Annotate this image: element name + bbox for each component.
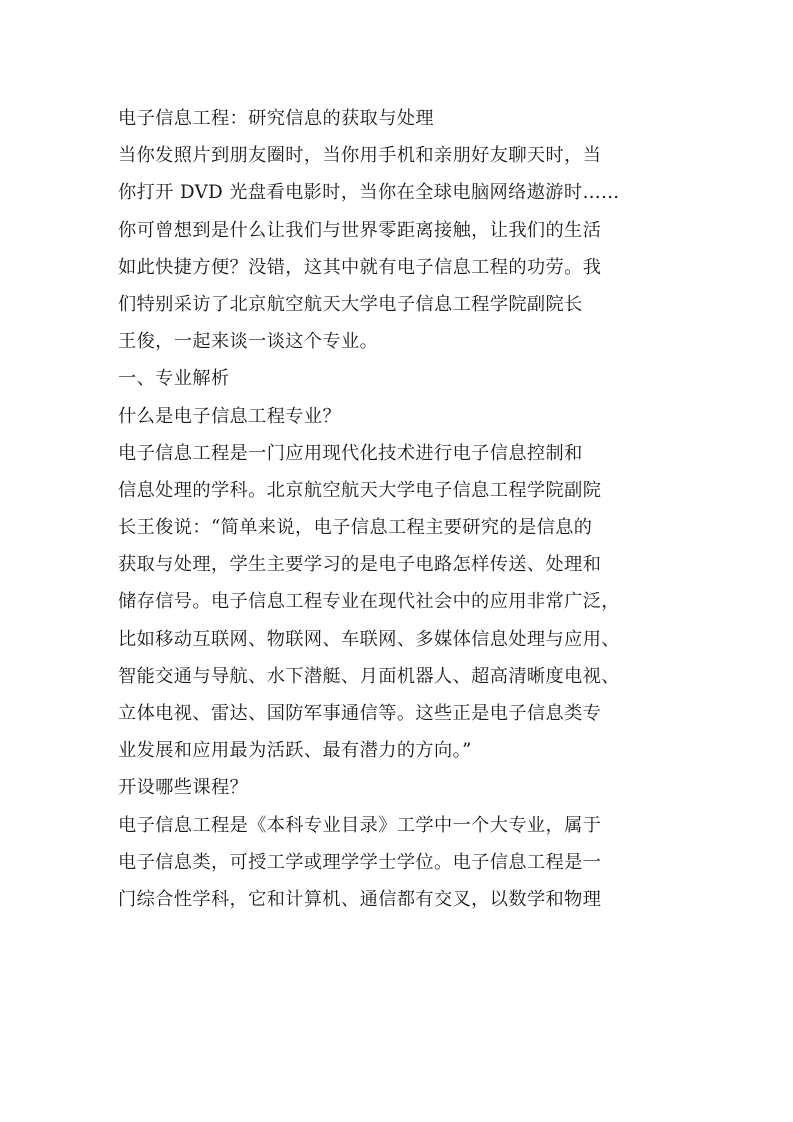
body-paragraph-line: 立体电视、雷达、国防军事通信等。这些正是电子信息类专	[118, 703, 602, 724]
document-page	[118, 100, 688, 918]
intro-paragraph-line: 如此快捷方便？没错，这其中就有电子信息工程的功劳。我	[118, 256, 602, 278]
body-paragraph-line: 智能交通与导航、水下潜艇、月面机器人、超高清晰度电视、	[118, 665, 620, 687]
body-paragraph-line: 储存信号。电子信息工程专业在现代社会中的应用非常广泛，	[118, 591, 620, 613]
body-paragraph-line: 比如移动互联网、物联网、车联网、多媒体信息处理与应用、	[118, 628, 620, 650]
document-title: 电子信息工程：研究信息的获取与处理	[118, 108, 434, 129]
body-paragraph-line: 信息处理的学科。北京航空航天大学电子信息工程学院副院	[118, 479, 602, 501]
body-paragraph-line: 电子信息工程是一门应用现代化技术进行电子信息控制和	[118, 442, 583, 464]
body-paragraph-line: 电子信息工程是《本科专业目录》工学中一个大专业，属于	[118, 814, 602, 836]
intro-paragraph-line: 王俊，一起来谈一谈这个专业。	[118, 331, 379, 353]
intro-paragraph-line: 们特别采访了北京航空航天大学电子信息工程学院副院长	[118, 293, 583, 315]
section-heading: 一、专业解析	[118, 368, 230, 390]
body-paragraph-line: 电子信息类，可授工学或理学学士学位。电子信息工程是一	[118, 851, 602, 873]
body-paragraph-line: 业发展和应用最为活跃、最有潜力的方向。”	[118, 740, 472, 762]
body-paragraph-line: 门综合性学科，它和计算机、通信都有交叉，以数学和物理	[118, 888, 602, 910]
subsection-heading: 开设哪些课程？	[118, 777, 249, 799]
body-paragraph-line: 长王俊说：“简单来说，电子信息工程主要研究的是信息的	[118, 517, 593, 539]
subsection-heading: 什么是电子信息工程专业？	[118, 405, 342, 427]
body-paragraph-line: 获取与处理，学生主要学习的是电子电路怎样传送、处理和	[118, 554, 602, 576]
intro-paragraph-line: 你可曾想到是什么让我们与世界零距离接触，让我们的生活	[118, 219, 602, 241]
intro-paragraph-line: 你打开 DVD 光盘看电影时，当你在全球电脑网络遨游时……	[118, 182, 620, 204]
intro-paragraph-line: 当你发照片到朋友圈时，当你用手机和亲朋好友聊天时，当	[118, 145, 602, 167]
